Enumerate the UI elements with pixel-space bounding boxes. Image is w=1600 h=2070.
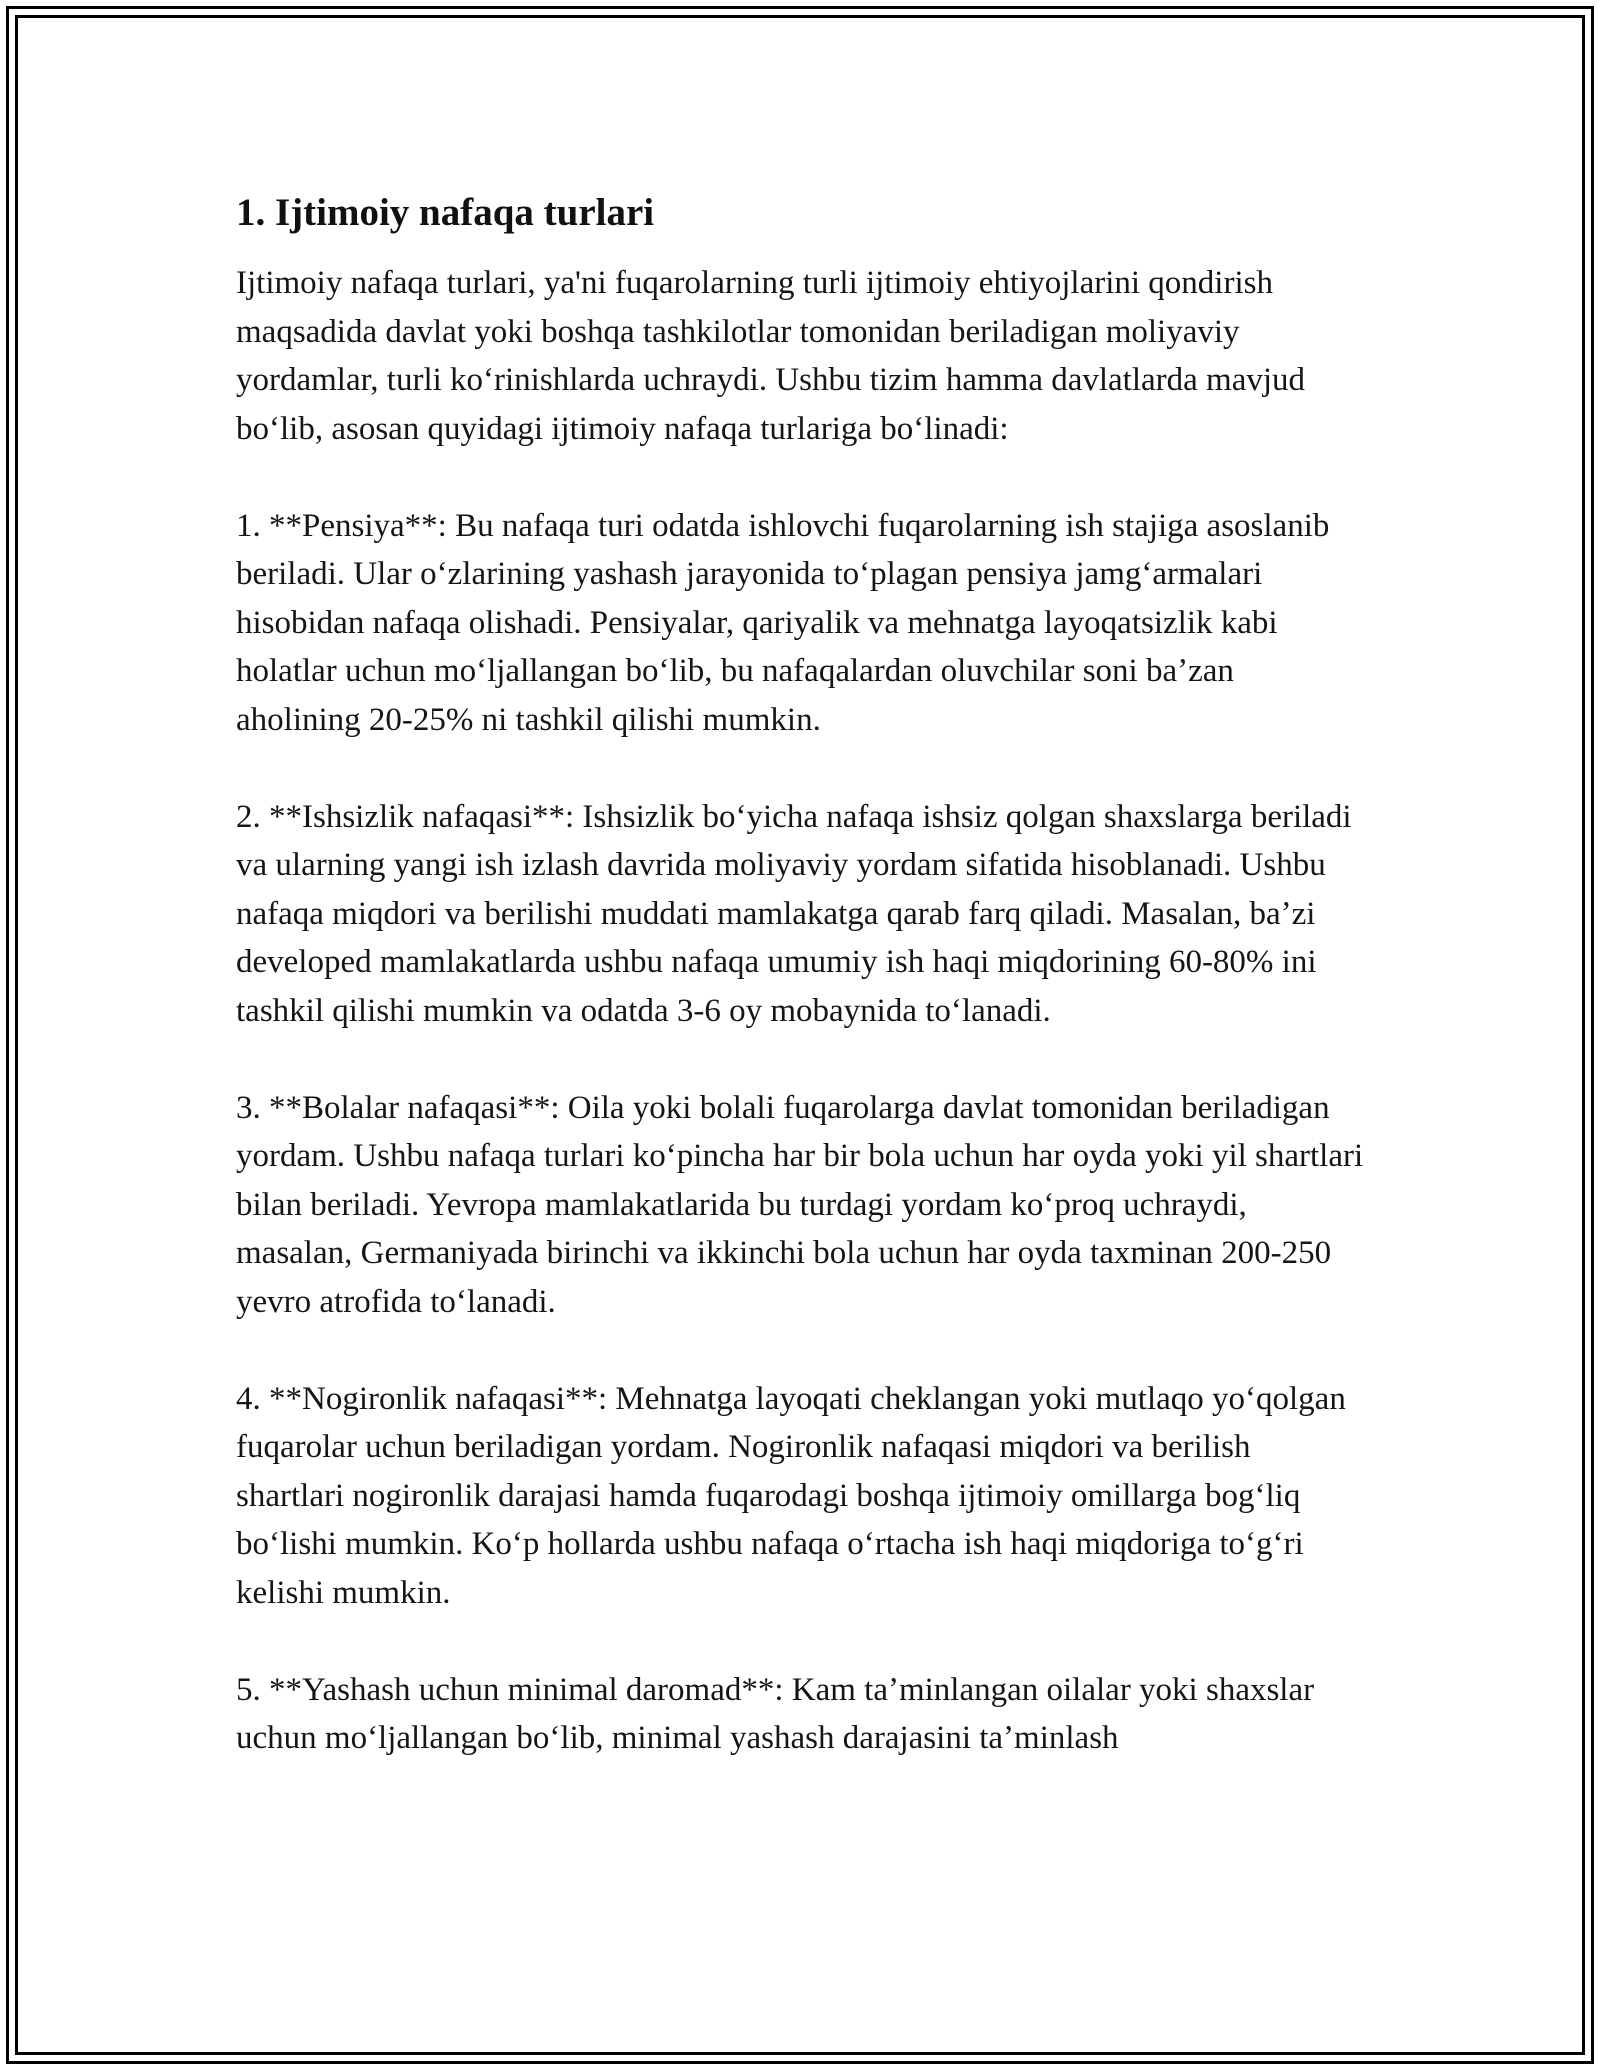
child-benefit-paragraph: 3. **Bolalar nafaqasi**: Oila yoki bolali fuqarolarga davlat tomonidan beriladigan yordam. Ushbu nafaqa turlari koʻpincha har bir bola uchun har oyda yoki yil shartlari bilan beriladi. Yevropa mamlakatlarida bu turdagi yordam koʻproq uchraydi, masalan, Germaniyada birinchi va ikkinchi bola uchun har oyda taxminan 200-250 yevro atrofida toʻlanadi. (236, 1089, 1364, 1320)
intro-paragraph: Ijtimoiy nafaqa turlari, ya'ni fuqarolarning turli ijtimoiy ehtiyojlarini qondirish maqsadida davlat yoki boshqa tashkilotlar tomonidan beriladigan moliyaviy yordamlar, turli koʻrinishlarda uchraydi. Ushbu tizim hamma davlatlarda mavjud boʻlib, asosan quyidagi ijtimoiy nafaqa turlariga boʻlinadi: (236, 265, 1306, 447)
document-body (236, 185, 1366, 1811)
minimum-income-paragraph: 5. **Yashash uchun minimal daromad**: Kam taʼminlangan oilalar yoki shaxslar uchun moʻljallangan boʻlib, minimal yashash darajasini taʼminlash (236, 1671, 1315, 1756)
unemployment-benefit-paragraph: 2. **Ishsizlik nafaqasi**: Ishsizlik boʻyicha nafaqa ishsiz qolgan shaxslarga beriladi va ularning yangi ish izlash davrida moliyaviy yordam sifatida hisoblanadi. Ushbu nafaqa miqdori va berilishi muddati mamlakatga qarab farq qiladi. Masalan, baʼzi developed mamlakatlarda ushbu nafaqa umumiy ish haqi miqdorining 60-80% ini tashkil qilishi mumkin va odatda 3-6 oy mobaynida toʻlanadi. (236, 798, 1352, 1029)
disability-benefit-paragraph: 4. **Nogironlik nafaqasi**: Mehnatga layoqati cheklangan yoki mutlaqo yoʻqolgan fuqarolar uchun beriladigan yordam. Nogironlik nafaqasi miqdori va berilish shartlari nogironlik darajasi hamda fuqarodagi boshqa ijtimoiy omillarga bogʻliq boʻlishi mumkin. Koʻp hollarda ushbu nafaqa oʻrtacha ish haqi miqdoriga toʻgʻri kelishi mumkin. (236, 1380, 1346, 1611)
pension-paragraph: 1. **Pensiya**: Bu nafaqa turi odatda ishlovchi fuqarolarning ish stajiga asoslanib beriladi. Ular oʻzlarining yashash jarayonida toʻplagan pensiya jamgʻarmalari hisobidan nafaqa olishadi. Pensiyalar, qariyalik va mehnatga layoqatsizlik kabi holatlar uchun moʻljallangan boʻlib, bu nafaqalardan oluvchilar soni baʼzan aholining 20-25% ni tashkil qilishi mumkin. (236, 507, 1330, 738)
section-heading: 1. Ijtimoiy nafaqa turlari (236, 191, 655, 234)
